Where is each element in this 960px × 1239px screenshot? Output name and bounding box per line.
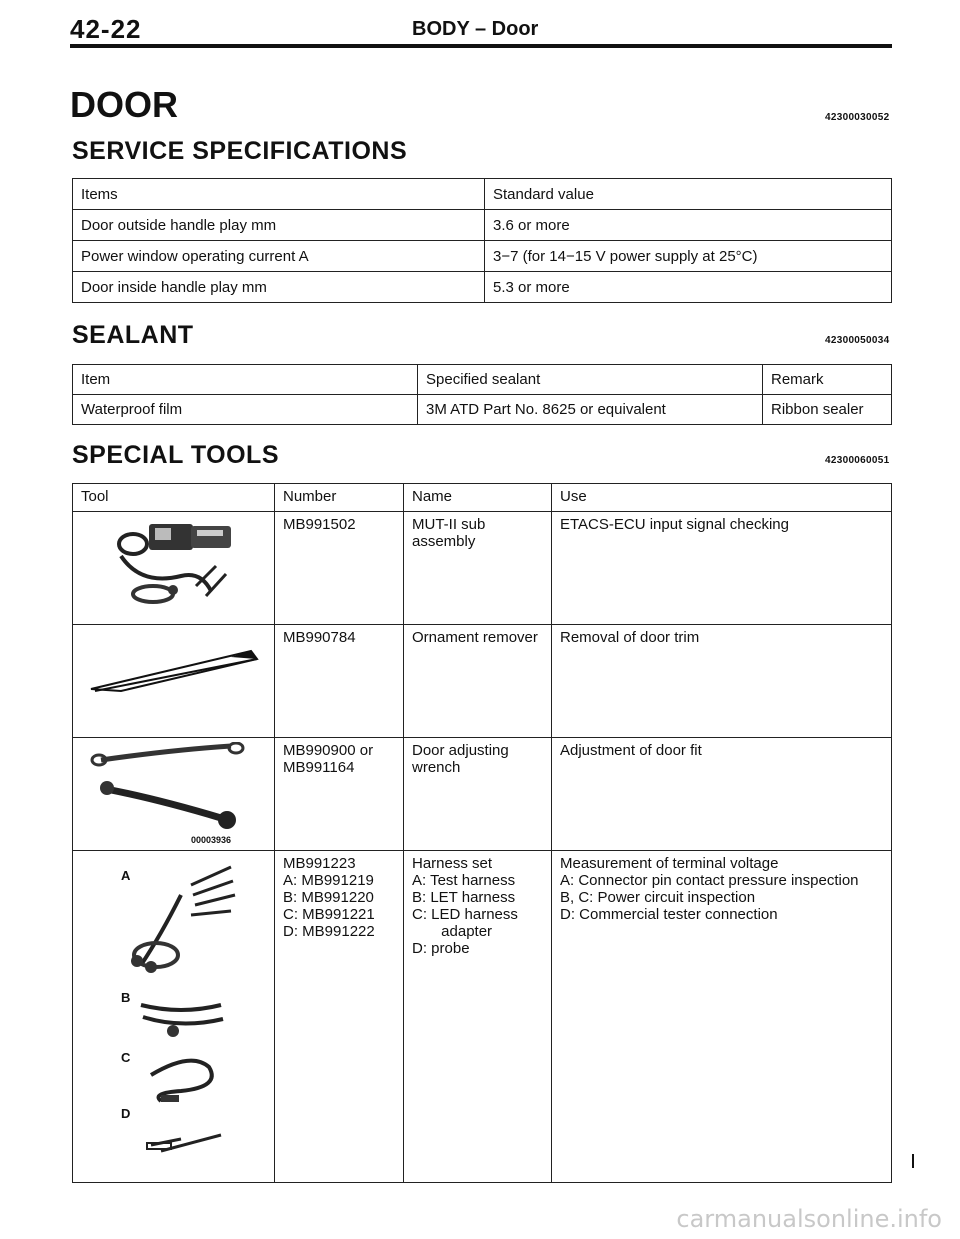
tool-name: Harness set: [412, 855, 493, 872]
tool-number-b: B: MB991220: [283, 889, 374, 906]
service-specs-heading: SERVICE SPECIFICATIONS: [72, 137, 408, 165]
tool-number-a: A: MB991219: [283, 872, 374, 889]
col-standard-value: Standard value: [485, 179, 892, 210]
sealant-code: 42300050034: [825, 335, 890, 346]
col-tool: Tool: [73, 484, 275, 512]
spec-item: Door outside handle play mm: [73, 210, 485, 241]
label-b: B: [121, 990, 131, 1005]
tool-name-c: C: LED harness: [412, 906, 518, 923]
tool-name: Door adjusting wrench: [404, 738, 552, 851]
special-tools-code: 42300060051: [825, 455, 890, 466]
tool-use-d: D: Commercial tester connection: [560, 906, 778, 923]
col-items: Items: [73, 179, 485, 210]
tool-number-cell: [275, 851, 404, 1183]
tool-name-cell: [404, 851, 552, 1183]
tool-image-cell: [73, 851, 275, 1183]
watermark: carmanualsonline.info: [676, 1205, 942, 1233]
table-header-row: [73, 179, 892, 210]
col-number: Number: [275, 484, 404, 512]
continuation-mark: [912, 1154, 914, 1168]
door-code: 42300030052: [825, 112, 890, 123]
spec-value: 3−7 (for 14−15 V power supply at 25°C): [485, 241, 892, 272]
special-tools-table: [72, 483, 892, 1183]
table-row: [73, 738, 892, 851]
table-row: [73, 395, 892, 425]
tool-name-c-cont: adapter: [412, 923, 493, 940]
table-header-row: [73, 484, 892, 512]
tool-image-cell: [73, 738, 275, 851]
door-adjusting-wrench-icon: [81, 742, 251, 830]
tool-number: MB991502: [275, 512, 404, 625]
tool-use-a: A: Connector pin contact pressure inspection: [560, 872, 859, 889]
figure-code: 00003936: [191, 835, 232, 845]
tool-number: MB991223: [283, 855, 356, 872]
label-a: A: [121, 868, 131, 883]
label-d: D: [121, 1106, 131, 1121]
sealant-item: Waterproof film: [73, 395, 418, 425]
mut-ii-tester-icon: [81, 516, 251, 616]
tool-use: Removal of door trim: [552, 625, 892, 738]
tool-use: ETACS-ECU input signal checking: [552, 512, 892, 625]
col-remark: Remark: [763, 365, 892, 395]
tool-image-cell: [73, 625, 275, 738]
table-row: [73, 272, 892, 303]
spec-item: Power window operating current A: [73, 241, 485, 272]
spec-item: Door inside handle play mm: [73, 272, 485, 303]
table-row: [73, 851, 892, 1183]
tool-name: MUT-II sub assembly: [404, 512, 552, 625]
service-specs-table: [72, 178, 892, 303]
tool-name: Ornament remover: [404, 625, 552, 738]
page-number: 42-22: [70, 14, 142, 44]
tool-name-b: B: LET harness: [412, 889, 516, 906]
spec-value: 3.6 or more: [485, 210, 892, 241]
tool-number: MB990784: [275, 625, 404, 738]
col-use: Use: [552, 484, 892, 512]
ornament-remover-icon: [81, 629, 261, 709]
col-item: Item: [73, 365, 418, 395]
tool-name-d: D: probe: [412, 940, 470, 957]
col-specified-sealant: Specified sealant: [418, 365, 763, 395]
spec-value: 5.3 or more: [485, 272, 892, 303]
table-row: [73, 241, 892, 272]
table-header-row: [73, 365, 892, 395]
label-c: C: [121, 1050, 131, 1065]
table-row: [73, 210, 892, 241]
table-row: [73, 512, 892, 625]
tool-image-cell: [73, 512, 275, 625]
sealant-table: [72, 364, 892, 425]
tool-use: Adjustment of door fit: [552, 738, 892, 851]
tool-use-cell: [552, 851, 892, 1183]
tool-number-d: D: MB991222: [283, 923, 375, 940]
tool-name-a: A: Test harness: [412, 872, 516, 889]
page-header: [70, 14, 892, 48]
tool-number-c: C: MB991221: [283, 906, 375, 923]
tool-use-bc: B, C: Power circuit inspection: [560, 889, 756, 906]
sealant-spec: 3M ATD Part No. 8625 or equivalent: [418, 395, 763, 425]
special-tools-heading: SPECIAL TOOLS: [72, 441, 280, 469]
col-name: Name: [404, 484, 552, 512]
sealant-heading: SEALANT: [72, 321, 194, 349]
door-title: DOOR: [70, 84, 178, 125]
table-row: [73, 625, 892, 738]
harness-set-icon: [81, 855, 251, 1175]
sealant-remark: Ribbon sealer: [763, 395, 892, 425]
tool-number: MB990900 or MB991164: [275, 738, 404, 851]
header-title: BODY – Door: [412, 18, 539, 40]
tool-use: Measurement of terminal voltage: [560, 855, 779, 872]
